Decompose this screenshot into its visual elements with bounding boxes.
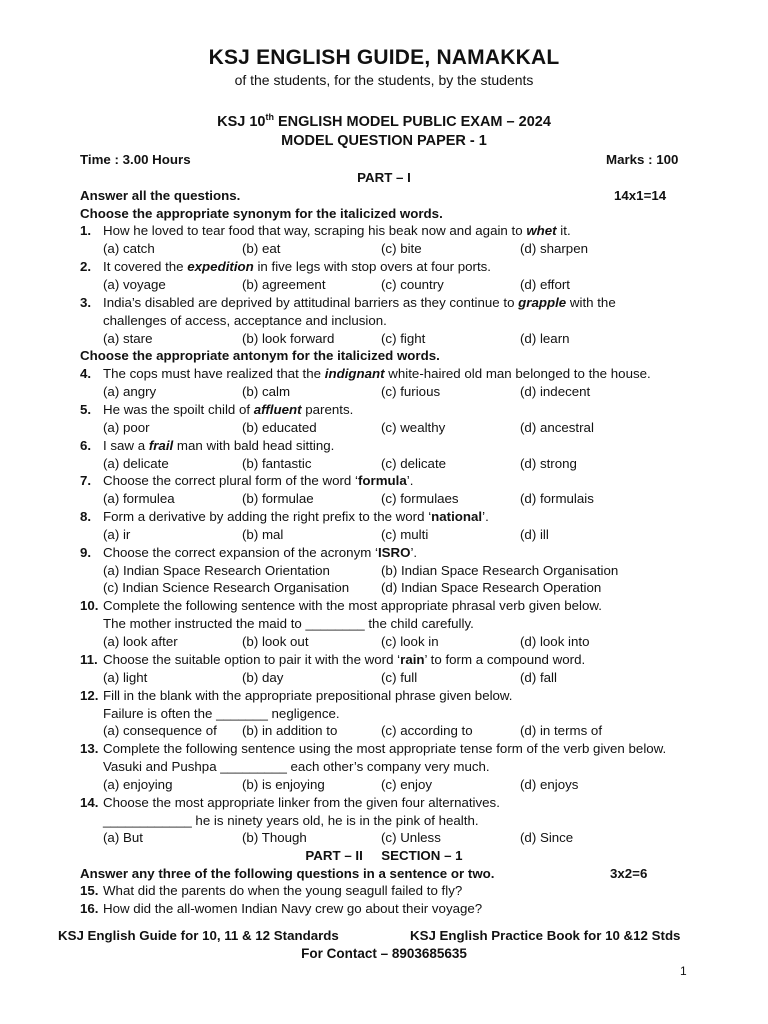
option-c: (c) fight xyxy=(381,331,426,346)
antonym-heading-row xyxy=(0,347,768,365)
question-text xyxy=(103,401,353,419)
question-10-line-2 xyxy=(0,615,768,633)
options-1 xyxy=(0,240,768,258)
question-text xyxy=(103,472,413,490)
question-1 xyxy=(0,222,768,240)
option-b: (b) Indian Space Research Organisation xyxy=(381,563,619,578)
part1-instruction-row xyxy=(0,187,768,205)
option-d: (d) formulais xyxy=(520,491,594,506)
question-9 xyxy=(0,544,768,562)
options-13 xyxy=(0,776,768,794)
question-text xyxy=(103,508,489,526)
question-11 xyxy=(0,651,768,669)
option-b: (b) calm xyxy=(242,384,291,399)
question-5 xyxy=(0,401,768,419)
question-7 xyxy=(0,472,768,490)
q-pre: Choose the correct plural form of the word ‘ xyxy=(103,473,358,488)
option-d: (d) sharpen xyxy=(520,241,588,256)
option-c: (c) look in xyxy=(381,634,439,649)
option-c: (c) Indian Science Research Organisation xyxy=(103,580,350,595)
question-number: 5. xyxy=(80,402,92,417)
question-text-continued: ____________ he is ninety years old, he is in the pink of health. xyxy=(103,813,479,828)
footer-contact: For Contact – 8903685635 xyxy=(301,946,467,961)
option-a: (a) voyage xyxy=(103,277,166,292)
q-post: white-haired old man belonged to the house. xyxy=(384,366,651,381)
option-b: (b) mal xyxy=(242,527,284,542)
q-post: man with bald head sitting. xyxy=(173,438,335,453)
option-c: (c) full xyxy=(381,670,418,685)
question-text-continued: Vasuki and Pushpa _________ each other’s company very much. xyxy=(103,759,490,774)
part2-label: PART – II SECTION – 1 xyxy=(305,848,463,863)
options-3 xyxy=(0,330,768,348)
option-b: (b) look out xyxy=(242,634,309,649)
q-post: parents. xyxy=(301,402,354,417)
synonym-heading: Choose the appropriate synonym for the italicized words. xyxy=(80,206,443,221)
option-c: (c) formulaes xyxy=(381,491,459,506)
q-italic-word: whet xyxy=(526,223,557,238)
q-post: ’. xyxy=(410,545,418,560)
question-2 xyxy=(0,258,768,276)
q-post: ’ to form a compound word. xyxy=(424,652,586,667)
question-14 xyxy=(0,794,768,812)
question-text xyxy=(103,437,334,455)
option-d: (d) strong xyxy=(520,456,577,471)
q-post: in five legs with stop overs at four ports. xyxy=(253,259,491,274)
question-text: Fill in the blank with the appropriate prepositional phrase given below. xyxy=(103,688,513,703)
question-text: How did the all-women Indian Navy crew go about their voyage? xyxy=(103,901,483,916)
question-number: 13. xyxy=(80,741,99,756)
q-pre: The cops must have realized that the xyxy=(103,366,325,381)
exam-title-prefix: KSJ 10 xyxy=(217,113,266,130)
option-a: (a) poor xyxy=(103,420,150,435)
question-8 xyxy=(0,508,768,526)
option-d: (d) effort xyxy=(520,277,571,292)
options-5 xyxy=(0,419,768,437)
page-number: 1 xyxy=(680,964,687,978)
question-number: 2. xyxy=(80,259,92,274)
part1-label: PART – I xyxy=(357,170,411,185)
option-b: (b) formulae xyxy=(242,491,314,506)
option-d: (d) enjoys xyxy=(520,777,579,792)
option-c: (c) multi xyxy=(381,527,429,542)
option-b: (b) look forward xyxy=(242,331,335,346)
q-bold-word: national xyxy=(431,509,483,524)
q-pre: He was the spoilt child of xyxy=(103,402,254,417)
guide-tagline: of the students, for the students, by the students xyxy=(234,72,534,88)
exam-title-sup: th xyxy=(265,112,274,122)
option-d: (d) look into xyxy=(520,634,590,649)
options-2 xyxy=(0,276,768,294)
q-pre: Choose the suitable option to pair it with the word ‘ xyxy=(103,652,401,667)
option-c: (c) furious xyxy=(381,384,441,399)
q-italic-word: affluent xyxy=(253,402,302,417)
question-4 xyxy=(0,365,768,383)
question-number: 9. xyxy=(80,545,92,560)
question-number: 16. xyxy=(80,901,99,916)
option-b: (b) agreement xyxy=(242,277,326,292)
question-text: What did the parents do when the young seagull failed to fly? xyxy=(103,883,463,898)
paper-title: MODEL QUESTION PAPER - 1 xyxy=(281,133,487,149)
time-marks-row xyxy=(0,151,768,169)
q-italic-word: expedition xyxy=(187,259,254,274)
option-a: (a) ir xyxy=(103,527,131,542)
option-a: (a) Indian Space Research Orientation xyxy=(103,563,330,578)
q-italic-word: frail xyxy=(148,438,174,453)
question-16 xyxy=(0,900,768,918)
options-12 xyxy=(0,722,768,740)
q-pre: India’s disabled are deprived by attitudinal barriers as they continue to xyxy=(103,295,519,310)
option-d: (d) indecent xyxy=(520,384,591,399)
question-text xyxy=(103,294,616,312)
question-text xyxy=(103,222,571,240)
question-6 xyxy=(0,437,768,455)
option-a: (a) stare xyxy=(103,331,153,346)
option-d: (d) Indian Space Research Operation xyxy=(381,580,602,595)
options-9-row-1 xyxy=(0,562,768,580)
footer-guide: KSJ English Guide for 10, 11 & 12 Standards xyxy=(58,928,339,943)
question-number: 7. xyxy=(80,473,92,488)
q-pre: Choose the correct expansion of the acronym ‘ xyxy=(103,545,378,560)
option-a: (a) look after xyxy=(103,634,178,649)
q-post: it. xyxy=(556,223,571,238)
option-c: (c) wealthy xyxy=(381,420,446,435)
question-text xyxy=(103,544,417,562)
option-a: (a) But xyxy=(103,830,143,845)
q-pre: How he loved to tear food that way, scraping his beak now and again to xyxy=(103,223,527,238)
question-text-continued: The mother instructed the maid to ________ the child carefully. xyxy=(103,616,474,631)
question-text: Complete the following sentence using the most appropriate tense form of the verb given below. xyxy=(103,741,667,756)
option-c: (c) bite xyxy=(381,241,422,256)
question-text xyxy=(103,651,585,669)
question-number: 14. xyxy=(80,795,99,810)
q-post: ’. xyxy=(406,473,414,488)
option-b: (b) is enjoying xyxy=(242,777,325,792)
options-14 xyxy=(0,829,768,847)
option-c: (c) according to xyxy=(381,723,473,738)
option-c: (c) country xyxy=(381,277,444,292)
q-pre: I saw a xyxy=(103,438,149,453)
question-text-continued: Failure is often the _______ negligence. xyxy=(103,706,340,721)
option-d: (d) fall xyxy=(520,670,557,685)
synonym-heading-row xyxy=(0,205,768,223)
question-3 xyxy=(0,294,768,312)
option-b: (b) Though xyxy=(242,830,307,845)
question-13-line-2 xyxy=(0,758,768,776)
marks-label: Marks : 100 xyxy=(606,152,679,167)
question-13 xyxy=(0,740,768,758)
question-number: 4. xyxy=(80,366,92,381)
footer-row xyxy=(58,928,738,943)
question-14-line-2 xyxy=(0,812,768,830)
option-d: (d) Since xyxy=(520,830,574,845)
q-pre: It covered the xyxy=(103,259,188,274)
guide-title: KSJ ENGLISH GUIDE, NAMAKKAL xyxy=(208,46,560,69)
options-9-row-2 xyxy=(0,579,768,597)
q-bold-word: formula xyxy=(357,473,407,488)
question-number: 1. xyxy=(80,223,92,238)
option-a: (a) catch xyxy=(103,241,155,256)
option-d: (d) in terms of xyxy=(520,723,603,738)
question-text xyxy=(103,258,491,276)
question-12-line-2 xyxy=(0,705,768,723)
part1-score: 14x1=14 xyxy=(614,188,667,203)
options-4 xyxy=(0,383,768,401)
option-b: (b) in addition to xyxy=(242,723,338,738)
exam-title xyxy=(0,112,768,130)
question-text-continued: challenges of access, acceptance and inclusion. xyxy=(103,313,387,328)
question-15 xyxy=(0,882,768,900)
options-11 xyxy=(0,669,768,687)
option-c: (c) enjoy xyxy=(381,777,432,792)
part2-score: 3x2=6 xyxy=(610,866,648,881)
option-b: (b) day xyxy=(242,670,284,685)
options-10 xyxy=(0,633,768,651)
option-a: (a) delicate xyxy=(103,456,169,471)
option-d: (d) learn xyxy=(520,331,570,346)
options-7 xyxy=(0,490,768,508)
q-pre: Form a derivative by adding the right prefix to the word ‘ xyxy=(103,509,432,524)
part1-instruction: Answer all the questions. xyxy=(80,188,241,203)
option-c: (c) Unless xyxy=(381,830,441,845)
antonym-heading: Choose the appropriate antonym for the italicized words. xyxy=(80,348,440,363)
part1-row xyxy=(0,169,768,187)
question-number: 12. xyxy=(80,688,99,703)
question-12 xyxy=(0,687,768,705)
time-label: Time : 3.00 Hours xyxy=(80,152,191,167)
q-italic-word: grapple xyxy=(518,295,567,310)
options-8 xyxy=(0,526,768,544)
part2-instruction: Answer any three of the following questions in a sentence or two. xyxy=(80,866,495,881)
option-a: (a) consequence of xyxy=(103,723,217,738)
question-3-line-2 xyxy=(0,312,768,330)
option-d: (d) ill xyxy=(520,527,549,542)
question-text xyxy=(103,365,651,383)
option-b: (b) eat xyxy=(242,241,281,256)
question-text: Complete the following sentence with the most appropriate phrasal verb given below. xyxy=(103,598,602,613)
footer-practice-book: KSJ English Practice Book for 10 &12 Stds xyxy=(410,928,681,943)
question-text: Choose the most appropriate linker from the given four alternatives. xyxy=(103,795,500,810)
option-a: (a) angry xyxy=(103,384,157,399)
question-number: 8. xyxy=(80,509,92,524)
q-post: ’. xyxy=(482,509,489,524)
question-10 xyxy=(0,597,768,615)
exam-title-suffix: ENGLISH MODEL PUBLIC EXAM – 2024 xyxy=(273,113,551,130)
option-a: (a) light xyxy=(103,670,148,685)
q-bold-word: rain xyxy=(400,652,425,667)
option-a: (a) enjoying xyxy=(103,777,173,792)
part2-row xyxy=(0,847,768,865)
option-a: (a) formulea xyxy=(103,491,175,506)
option-d: (d) ancestral xyxy=(520,420,594,435)
option-c: (c) delicate xyxy=(381,456,447,471)
question-number: 3. xyxy=(80,295,92,310)
option-b: (b) educated xyxy=(242,420,317,435)
part2-instruction-row xyxy=(0,865,768,883)
question-number: 11. xyxy=(80,652,98,667)
q-bold-word: ISRO xyxy=(377,545,411,560)
q-post: with the xyxy=(566,295,616,310)
question-number: 15. xyxy=(80,883,99,898)
options-6 xyxy=(0,455,768,473)
question-number: 10. xyxy=(80,598,99,613)
q-italic-word: indignant xyxy=(324,366,385,381)
option-b: (b) fantastic xyxy=(242,456,312,471)
question-number: 6. xyxy=(80,438,92,453)
